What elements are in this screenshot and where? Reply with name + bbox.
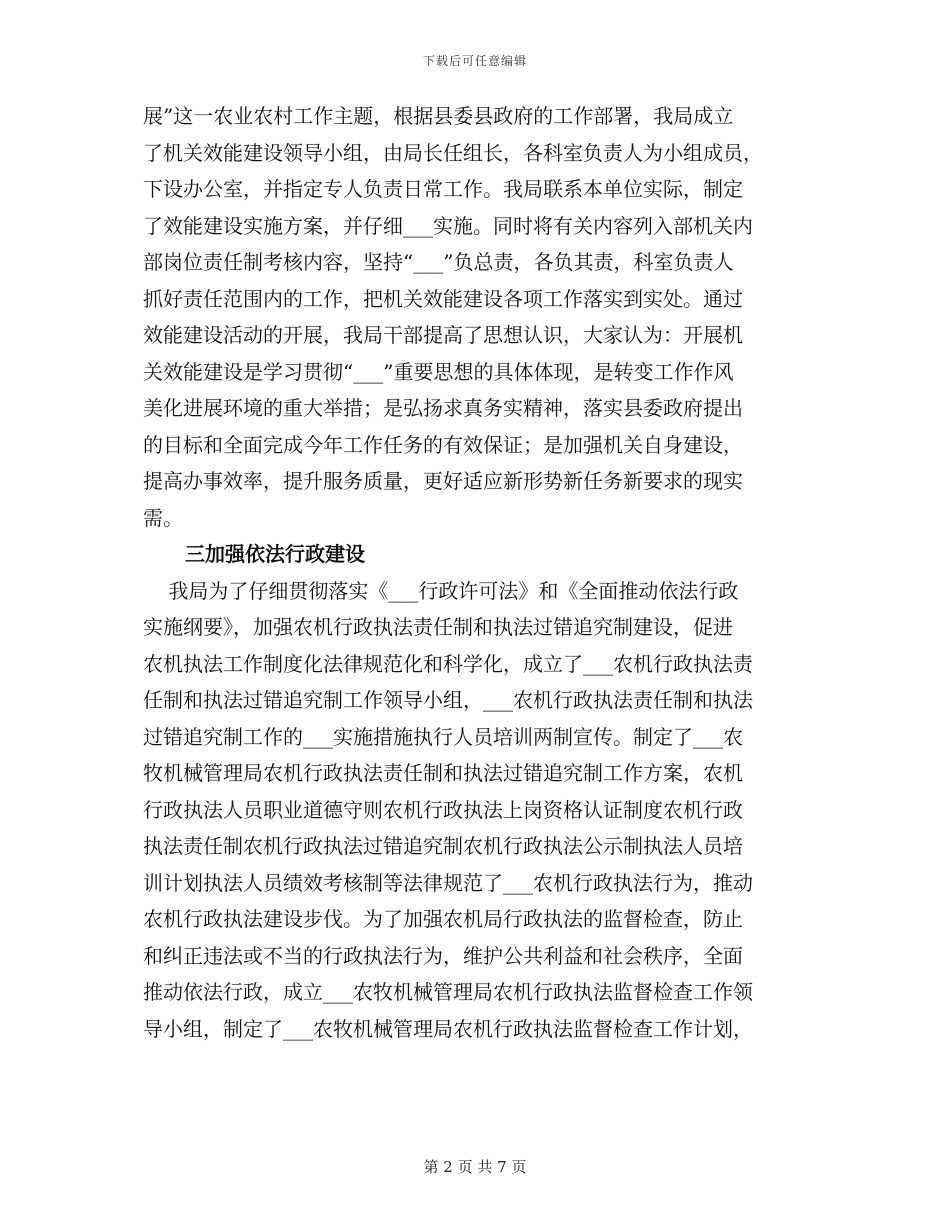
- page-header: 下载后可任意编辑: [422, 54, 527, 68]
- section-line: 过错追究制工作的___实施措施执行人员培训两制宣传。制定了___农: [143, 724, 743, 749]
- body-line: 部岗位责任制考核内容，坚持“___”负总责，各负其责，科室负责人: [143, 250, 734, 274]
- body-line: 了机关效能建设领导小组，由局长任组长，各科室负责人为小组成员，: [143, 140, 763, 165]
- section-line: 牧机械管理局农机行政执法责任制和执法过错追究制工作方案，农机: [143, 761, 743, 785]
- body-line: 需。: [143, 505, 183, 530]
- document-body: [143, 98, 803, 1047]
- body-line: 效能建设活动的开展，我局干部提高了思想认识，大家认为：开展机: [143, 323, 743, 347]
- section-line: 我局为了仔细贯彻落实《___行政许可法》和《全面推动依法行政: [143, 578, 739, 603]
- section-line: 执法责任制农机行政执法过错追究制农机行政执法公示制执法人员培: [143, 834, 743, 858]
- body-line: 美化进展环境的重大举措；是弘扬求真务实精神，落实县委政府提出: [143, 396, 743, 420]
- body-line: 下设办公室，并指定专人负责日常工作。我局联系本单位实际，制定: [143, 177, 743, 201]
- body-line: 了效能建设实施方案，并仔细___实施。同时将有关内容列入部机关内: [143, 213, 753, 238]
- section-line: 实施纲要》，加强农机行政执法责任制和执法过错追究制建设，促进: [143, 615, 733, 639]
- section-line: 行政执法人员职业道德守则农机行政执法上岗资格认证制度农机行政: [143, 797, 743, 822]
- body-line: 展”这一农业农村工作主题，根据县委县政府的工作部署，我局成立: [143, 104, 734, 128]
- body-line: 的目标和全面完成今年工作任务的有效保证；是加强机关自身建设，: [143, 432, 743, 457]
- section-line: 训计划执法人员绩效考核制等法律规范了___农机行政执法行为，推动: [143, 870, 753, 895]
- body-line: 提高办事效率，提升服务质量，更好适应新形势新任务新要求的现实: [143, 469, 743, 493]
- section-line: 农机行政执法建设步伐。为了加强农机局行政执法的监督检查，防止: [143, 907, 743, 931]
- section-heading: 三加强依法行政建设: [185, 542, 365, 566]
- body-line: 抓好责任范围内的工作，把机关效能建设各项工作落实到实处。通过: [143, 286, 743, 311]
- section-line: 导小组，制定了___农牧机械管理局农机行政执法监督检查工作计划，: [143, 1016, 753, 1041]
- section-line: 推动依法行政，成立___农牧机械管理局农机行政执法监督检查工作领: [143, 980, 753, 1004]
- section-line: 农机执法工作制度化法律规范化和科学化，成立了___农机行政执法责: [143, 651, 753, 676]
- body-line: 关效能建设是学习贯彻“___”重要思想的具体体现，是转变工作作风: [143, 359, 734, 384]
- section-line: 和纠正违法或不当的行政执法行为，维护公共利益和社会秩序，全面: [143, 943, 743, 968]
- section-line: 任制和执法过错追究制工作领导小组，___农机行政执法责任制和执法: [143, 688, 753, 712]
- page-number-footer: 第 2 页 共 7 页: [423, 1158, 527, 1176]
